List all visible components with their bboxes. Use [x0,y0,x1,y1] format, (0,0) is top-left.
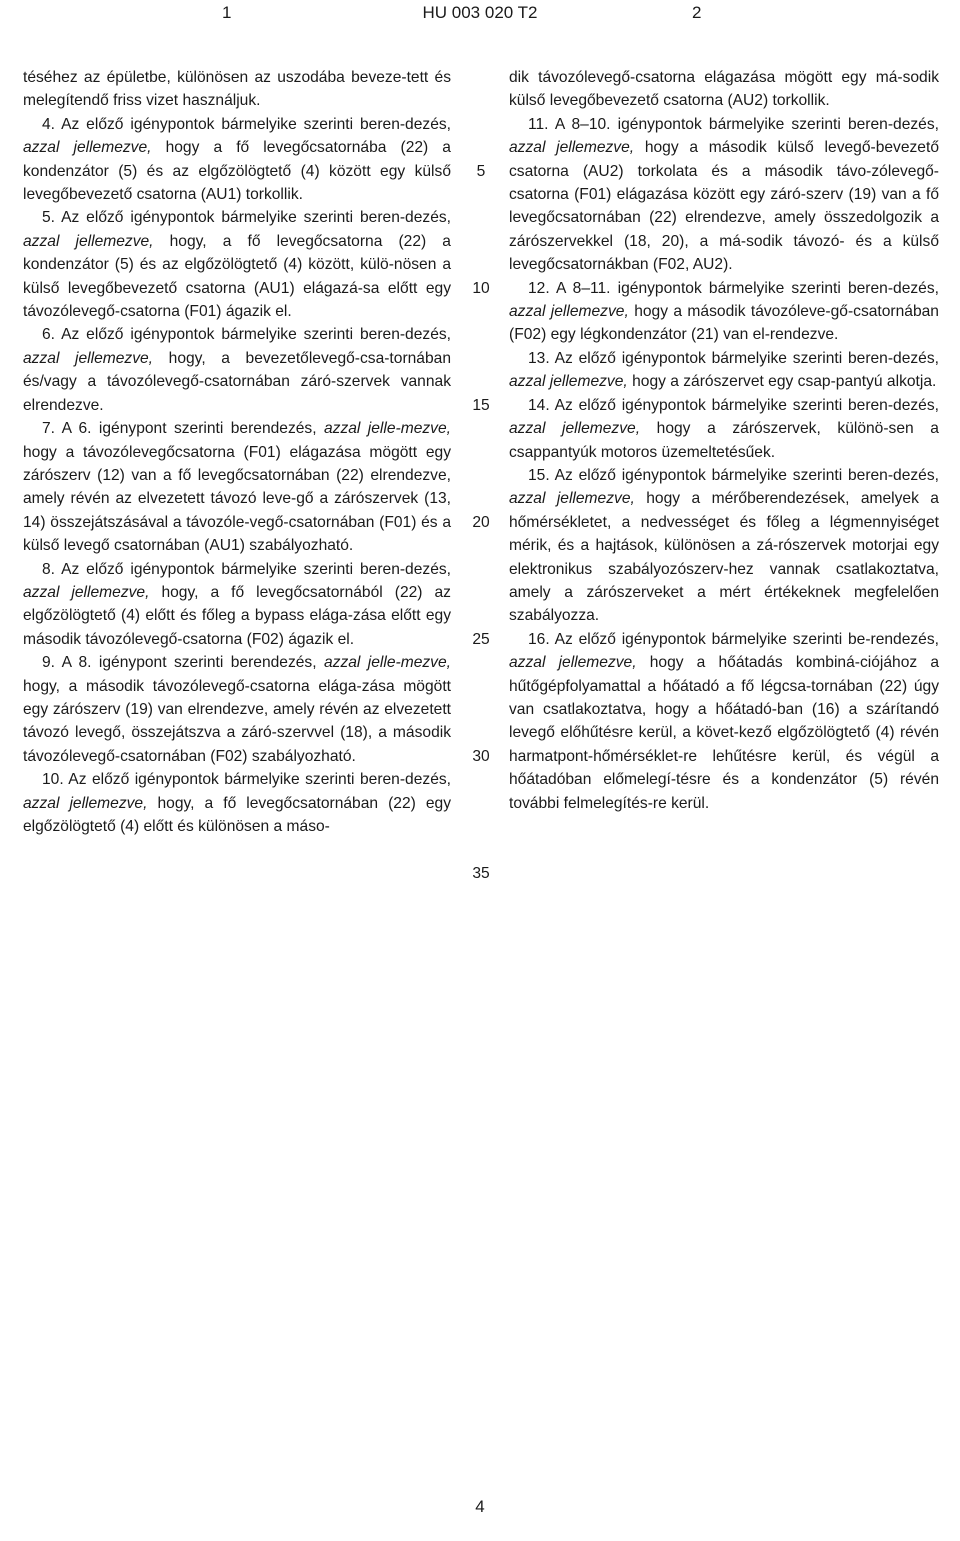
claim-body-text: hogy a zárószervet egy csap-pantyú alkotja. [632,373,937,391]
header-document-id: HU 003 020 T2 [422,3,538,22]
claim-body-text: hogy a hőátadás kombiná-ciójához a hűtőgépfolyamattal a hőátadó a fő légcsa-tornában (22) úgy van csatlakoztatva, hogy a hőátadó-ban (16) a szárítandó levegő előhűtésre kerül, a követ-kező elgőzölögtető (4) révén harmatpont-hőmérséklet-re lehűtésre kerül, és végül a hőátadóban előmelegí-tésre és a kondenzátor (5) révén további felmelegítés-re kerül. [509,654,939,812]
header-right-number: 2 [692,3,702,22]
claim-paragraph [509,628,939,815]
claim-number: 13. [528,349,550,367]
claim-number: 7. [42,420,56,438]
claim-body-text: hogy a második külső levegő-bevezető csatorna (AU2) torkolata és a második távo-zólevegő-csatorna (F01) elágazása között egy záró-szerv (19) van a fő levegőcsatornában (22) elrendezve, amely összedolgozik a zárószervekkel (18, 20), a má-sodik távozó- és a külső levegőcsatornákban (F02, AU2). [509,139,939,274]
claim-paragraph [23,768,451,838]
characterized-phrase: azzal jellemezve, [509,303,629,321]
line-number: 35 [472,865,490,882]
line-number: 15 [472,397,490,414]
claim-body-text: hogy a távozólevegőcsatorna (F01) elágazása mögött egy zárószerv (12) van a fő levegőcsatornában (22) elrendezve, amely révén az elvezetett távozó leve-gő a zárószervek (13, 14) összejátszásával a távozóle-vegő-csatornában (F01) és a külső levegő csatornában (AU1) szabályozható. [23,443,451,555]
claim-intro-text: Az előző igénypontok bármelyike szerinti beren-dezés, [61,209,452,227]
claim-intro-text: Az előző igénypontok bármelyike szerinti beren-dezés, [554,349,939,367]
line-number: 30 [472,748,490,765]
characterized-phrase: azzal jellemezve, [509,490,635,508]
characterized-phrase: azzal jellemezve, [23,139,152,157]
claim-body-text: hogy, a fő levegőcsatornából (22) az elgőzölögtető (4) előtt és főleg a bypass elága-zása előtt egy második távozólevegő-csatorna (F02) ágazik el. [23,583,451,648]
paragraph-text: dik távozólevegő-csatorna elágazása mögött egy má-sodik külső levegőbevezető csatorna (AU2) torkollik. [509,69,939,110]
characterized-phrase: azzal jellemezve, [23,349,154,367]
claim-intro-text: Az előző igénypontok bármelyike szerinti be-rendezés, [554,630,939,648]
claim-body-text: hogy a mérőberendezések, amelyek a hőmérsékletet, a nedvességet és főleg a légmennyiséget mérik, és a hajtások, különösen a zá-rószervek motorjai egy elektronikus szabályozószerv-hez vannak csatlakoztatva, amely a zárószerveket a mért értékeknek megfelelően szabályozza. [509,490,939,625]
characterized-phrase: azzal jellemezve, [23,583,150,601]
header-left-number: 1 [222,3,232,22]
claim-intro-text: Az előző igénypontok bármelyike szerinti beren-dezés, [68,771,451,789]
claim-paragraph [23,323,451,417]
claim-intro-text: Az előző igénypontok bármelyike szerinti beren-dezés, [61,560,452,578]
claim-paragraph [509,66,939,113]
claim-body-text: hogy, a fő levegőcsatorna (22) a kondenzátor (5) és az elgőzölögtető (4) között, külö-nösen a külső levegőbevezető csatorna (AU1) elágazá-sa előtt egy távozólevegő-csatorna (F01) ágazik el. [23,232,451,321]
claim-number: 8. [42,560,56,578]
claim-intro-text: A 6. igénypont szerinti berendezés, [61,420,317,438]
claim-paragraph [23,651,451,768]
line-number: 25 [472,631,490,648]
claim-body-text: hogy, a második távozólevegő-csatorna elága-zása mögött egy zárószerv (19) van elrendezve, amely révén az elvezetett távozó levegő, összejátszva a záró-szervvel (18), a második távozólevegő-csatornában (F02) szabályozható. [23,677,451,765]
line-number: 10 [472,280,490,297]
claim-number: 5. [42,209,56,227]
claim-number: 9. [42,654,56,672]
claim-intro-text: Az előző igénypontok bármelyike szerinti beren-dezés, [554,396,939,414]
characterized-phrase: azzal jellemezve, [23,232,154,250]
claim-intro-text: A 8–10. igénypontok bármelyike szerinti beren-dezés, [554,115,939,133]
claim-number: 12. [528,279,550,297]
right-column [509,66,939,815]
claim-paragraph [23,206,451,323]
claim-paragraph [509,464,939,628]
left-column [23,66,451,838]
claim-body-text: hogy a második távozóleve-gő-csatornában (F02) egy légkondenzátor (21) van el-rendezve. [509,303,939,344]
claim-paragraph [23,417,451,557]
claim-intro-text: Az előző igénypontok bármelyike szerinti beren-dezés, [61,115,452,133]
claim-intro-text: A 8. igénypont szerinti berendezés, [61,654,317,672]
claim-paragraph [509,277,939,347]
claim-number: 6. [42,326,56,344]
claim-paragraph [23,66,451,113]
claim-paragraph [509,113,939,277]
claim-intro-text: Az előző igénypontok bármelyike szerinti beren-dezés, [61,326,452,344]
characterized-phrase: azzal jellemezve, [509,654,637,672]
claim-intro-text: A 8–11. igénypontok bármelyike szerinti beren-dezés, [555,279,939,297]
claim-paragraph [509,347,939,394]
claim-body-text: hogy, a fő levegőcsatornában (22) egy elgőzölögtető (4) előtt és különösen a máso- [23,794,451,835]
claim-paragraph [23,113,451,207]
page-number: 4 [475,1497,485,1516]
line-number: 20 [472,514,490,531]
characterized-phrase: azzal jelle-mezve, [323,654,451,672]
claim-number: 14. [528,396,550,414]
claim-body-text: hogy a zárószervek, különö-sen a csappantyúk motoros üzemeltetésűek. [509,420,939,461]
claim-number: 10. [42,771,64,789]
characterized-phrase: azzal jellemezve, [509,373,628,391]
claim-body-text: hogy a fő levegőcsatornába (22) a kondenzátor (5) és az elgőzölögtető (4) között egy külső levegőbevezető csatorna (AU1) torkollik. [23,139,451,204]
paragraph-text: téséhez az épületbe, különösen az uszodába beveze-tett és melegítendő friss vizet használjuk. [23,69,451,110]
characterized-phrase: azzal jellemezve, [23,794,148,812]
claim-body-text: hogy, a bevezetőlevegő-csa-tornában és/vagy a távozólevegő-csatornában záró-szervek vannak elrendezve. [23,349,451,414]
claim-number: 11. [528,115,549,133]
claim-number: 4. [42,115,56,133]
claim-paragraph [509,394,939,464]
characterized-phrase: azzal jellemezve, [509,420,641,438]
characterized-phrase: azzal jellemezve, [509,139,635,157]
claim-paragraph [23,558,451,652]
claim-intro-text: Az előző igénypontok bármelyike szerinti beren-dezés, [554,466,939,484]
line-number: 5 [476,163,486,180]
claim-number: 15. [528,466,550,484]
claim-number: 16. [528,630,550,648]
characterized-phrase: azzal jelle-mezve, [323,420,451,438]
